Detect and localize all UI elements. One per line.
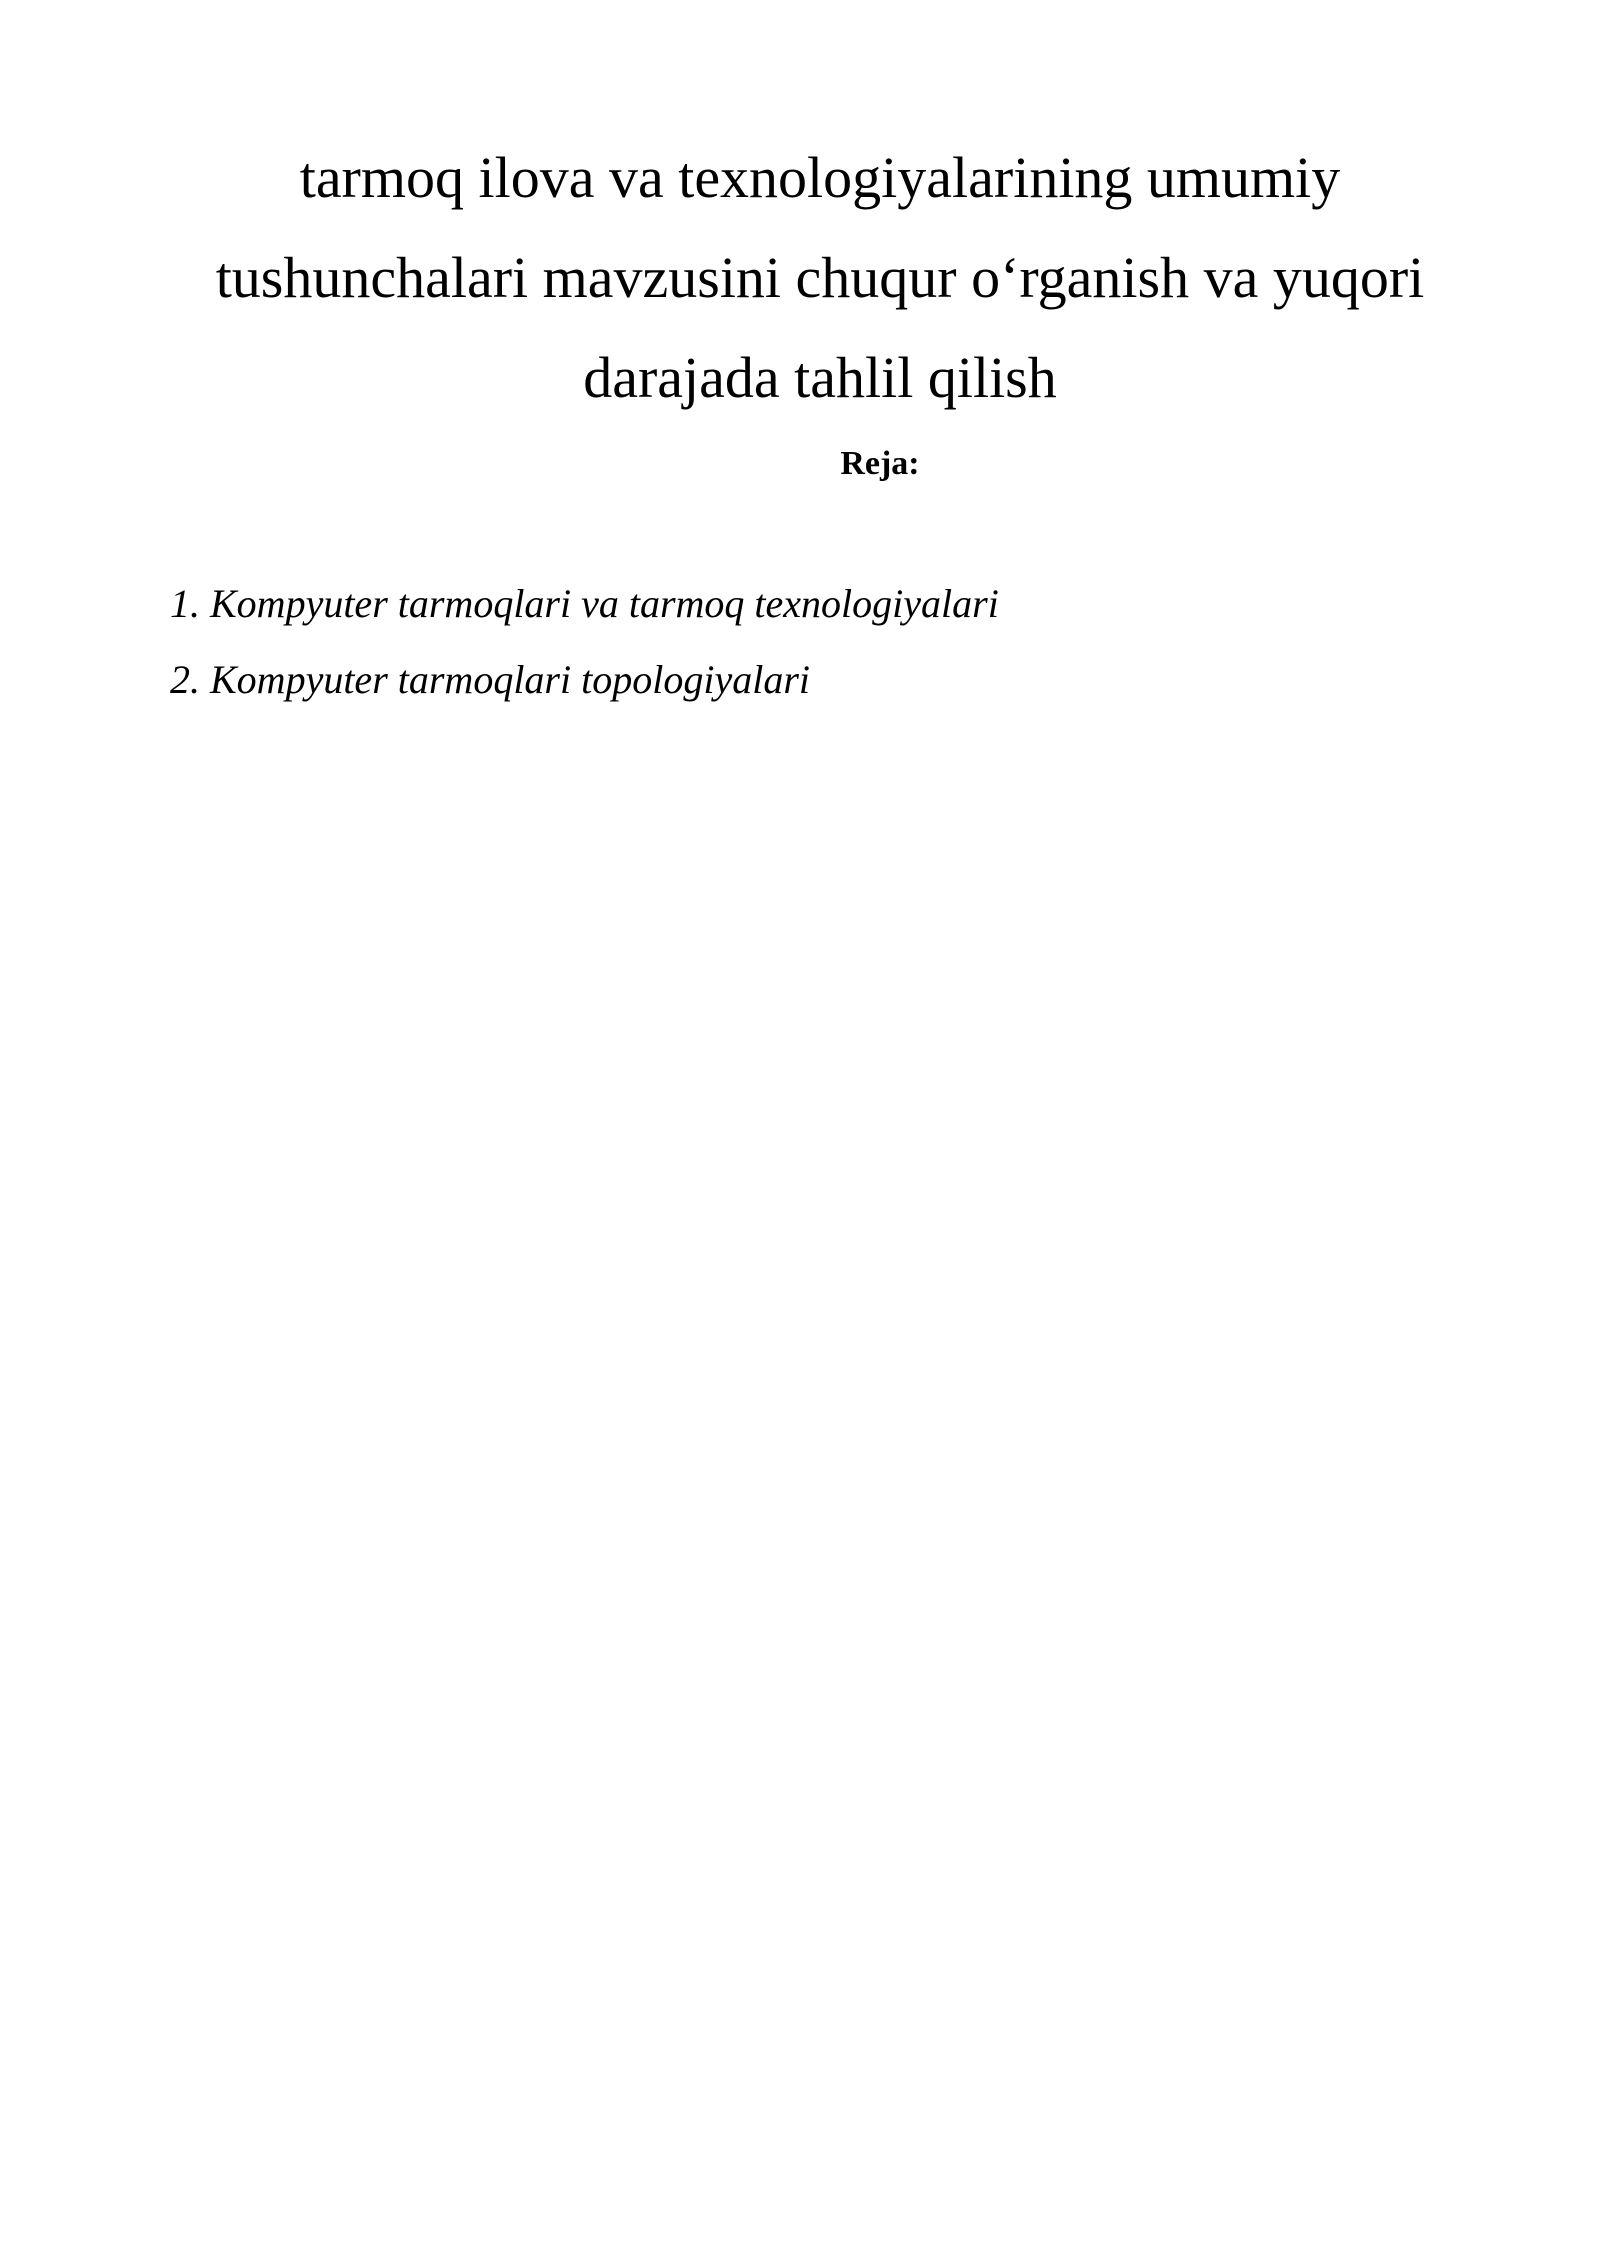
document-title [170,128,1470,428]
plan-item: 2. Kompyuter tarmoqlari topologiyalari [170,657,810,702]
document-title-line: tushunchalari mavzusini chuqur o‘rganish va yuqori [215,245,1425,310]
document-title-line: darajada tahlil qilish [583,345,1057,410]
plan-heading: Reja: [840,445,920,482]
plan-item: 1. Kompyuter tarmoqlari va tarmoq texnologiyalari [170,581,999,626]
plan-list [170,566,1370,718]
document-title-line: tarmoq ilova va texnologiyalarining umumiy [299,145,1341,210]
